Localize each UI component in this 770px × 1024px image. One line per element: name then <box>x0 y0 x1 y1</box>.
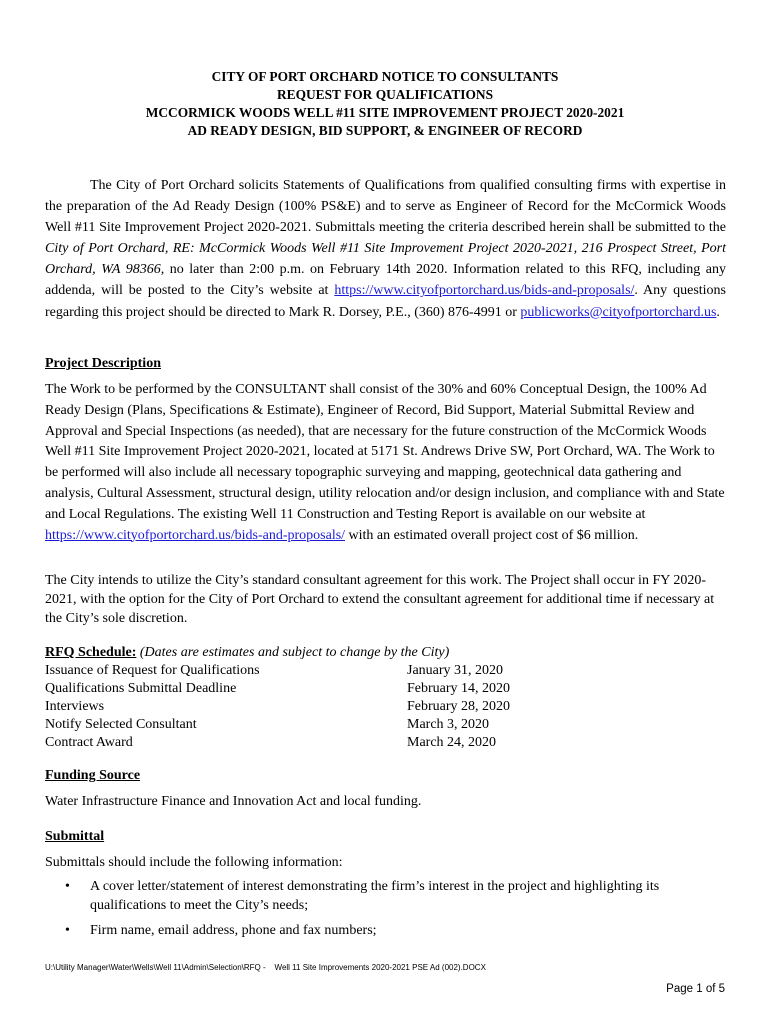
schedule-event: Contract Award <box>45 735 133 750</box>
schedule-event: Qualifications Submittal Deadline <box>45 681 237 696</box>
agreement-paragraph: The City intends to utilize the City’s standard consultant agreement for this work. The Project shall occur in FY 2020-2021, with the option for the City of Port Orchard to extend the consultant agreement for additional time if necessary at the City’s sole discretion. <box>45 573 715 626</box>
submittal-intro: Submittals should include the following information: <box>45 855 343 870</box>
project-description-body: The Work to be performed by the CONSULTANT shall consist of the 30% and 60% Conceptual Design, the 100% Ad Ready Design (Plans, Specifications & Estimate), Engineer of Record, Bid Support, Material Submittal Review and Approval and Special Inspections (as needed), that are necessary for the future construction of the McCormick Woods Well #11 Site Improvement Project 2020-2021, located at 5171 St. Andrews Drive SW, Port Orchard, WA. The Work to be performed will also include all necessary topographic surveying and mapping, geotechnical data gathering and analysis, Cultural Assessment, structural design, utility relocation and/or design inclusion, and compliance with and State and Local Regulations. The existing Well 11 Construction and Testing Report is available on our website at <box>45 382 725 522</box>
rfq-schedule <box>45 644 726 752</box>
submittal-heading: Submittal <box>45 829 105 844</box>
schedule-row <box>45 716 726 734</box>
project-description-heading: Project Description <box>45 356 161 371</box>
schedule-event: Issuance of Request for Qualifications <box>45 663 260 678</box>
title-line-1: CITY OF PORT ORCHARD NOTICE TO CONSULTANTS <box>211 69 559 84</box>
list-item-text: A cover letter/statement of interest demonstrating the firm’s interest in the project and highlighting its qualifications to meet the City’s needs; <box>90 879 660 913</box>
schedule-row <box>45 680 726 698</box>
list-item <box>45 922 726 941</box>
schedule-date: March 24, 2020 <box>407 735 497 750</box>
schedule-heading: RFQ Schedule: <box>45 645 137 660</box>
website-link[interactable]: https://www.cityofportorchard.us/bids-and-proposals/ <box>334 283 635 299</box>
schedule-row <box>45 698 726 716</box>
intro-paragraph <box>45 175 726 323</box>
document-title <box>0 68 770 140</box>
footer-file-path: U:\Utility Manager\Water\Wells\Well 11\Admin\Selection\RFQ - Well 11 Site Improvements 2020-2021 PSE Ad (002).DOCX <box>45 963 486 972</box>
bullet-icon: • <box>65 879 70 894</box>
schedule-date: March 3, 2020 <box>407 717 490 732</box>
intro-text-3: . Any questions regarding this project should be directed to Mark R. Dorsey, P.E., (360) 876-4991 or <box>45 283 726 320</box>
schedule-note: (Dates are estimates and subject to change by the City) <box>136 645 450 660</box>
project-report-link[interactable]: https://www.cityofportorchard.us/bids-and-proposals/ <box>45 527 346 543</box>
schedule-row <box>45 662 726 680</box>
submittal-list <box>45 878 726 948</box>
title-line-2: REQUEST FOR QUALIFICATIONS <box>276 87 494 102</box>
intro-text-2: no later than 2:00 p.m. on February 14th 2020. Information related to this RFQ, including any addenda, will be posted to the City’s website at <box>45 262 726 299</box>
project-description-text <box>45 380 726 546</box>
project-description-end: with an estimated overall project cost of $6 million. <box>345 527 639 543</box>
list-item <box>45 878 726 915</box>
intro-text-1: The City of Port Orchard solicits Statements of Qualifications from qualified consulting firms with expertise in the preparation of the Ad Ready Design (100% PS&E) and to serve as Engineer of Record for the McCormick Woods Well #11 Site Improvement Project 2020-2021. Submittals meeting the criteria described herein shall be submitted to the <box>45 178 726 236</box>
intro-text-4: . <box>716 304 720 320</box>
schedule-event: Notify Selected Consultant <box>45 717 197 732</box>
schedule-event: Interviews <box>45 699 105 714</box>
bullet-icon: • <box>65 923 70 938</box>
title-line-4: AD READY DESIGN, BID SUPPORT, & ENGINEER OF RECORD <box>187 123 583 138</box>
submittal-address: City of Port Orchard, RE: McCormick Woods Well #11 Site Improvement Project 2020-2021, 216 Prospect Street, Port Orchard, WA 98366, <box>45 241 726 278</box>
schedule-date: January 31, 2020 <box>407 663 504 678</box>
title-line-3: MCCORMICK WOODS WELL #11 SITE IMPROVEMENT PROJECT 2020-2021 <box>145 105 625 120</box>
schedule-row <box>45 734 726 752</box>
schedule-header <box>45 644 726 662</box>
list-item-text: Firm name, email address, phone and fax numbers; <box>90 923 377 938</box>
schedule-date: February 14, 2020 <box>407 681 511 696</box>
schedule-date: February 28, 2020 <box>407 699 511 714</box>
funding-source-text: Water Infrastructure Finance and Innovation Act and local funding. <box>45 794 422 809</box>
funding-source-heading: Funding Source <box>45 768 141 783</box>
email-link[interactable]: publicworks@cityofportorchard.us <box>520 304 717 320</box>
page-number: Page 1 of 5 <box>666 983 725 995</box>
